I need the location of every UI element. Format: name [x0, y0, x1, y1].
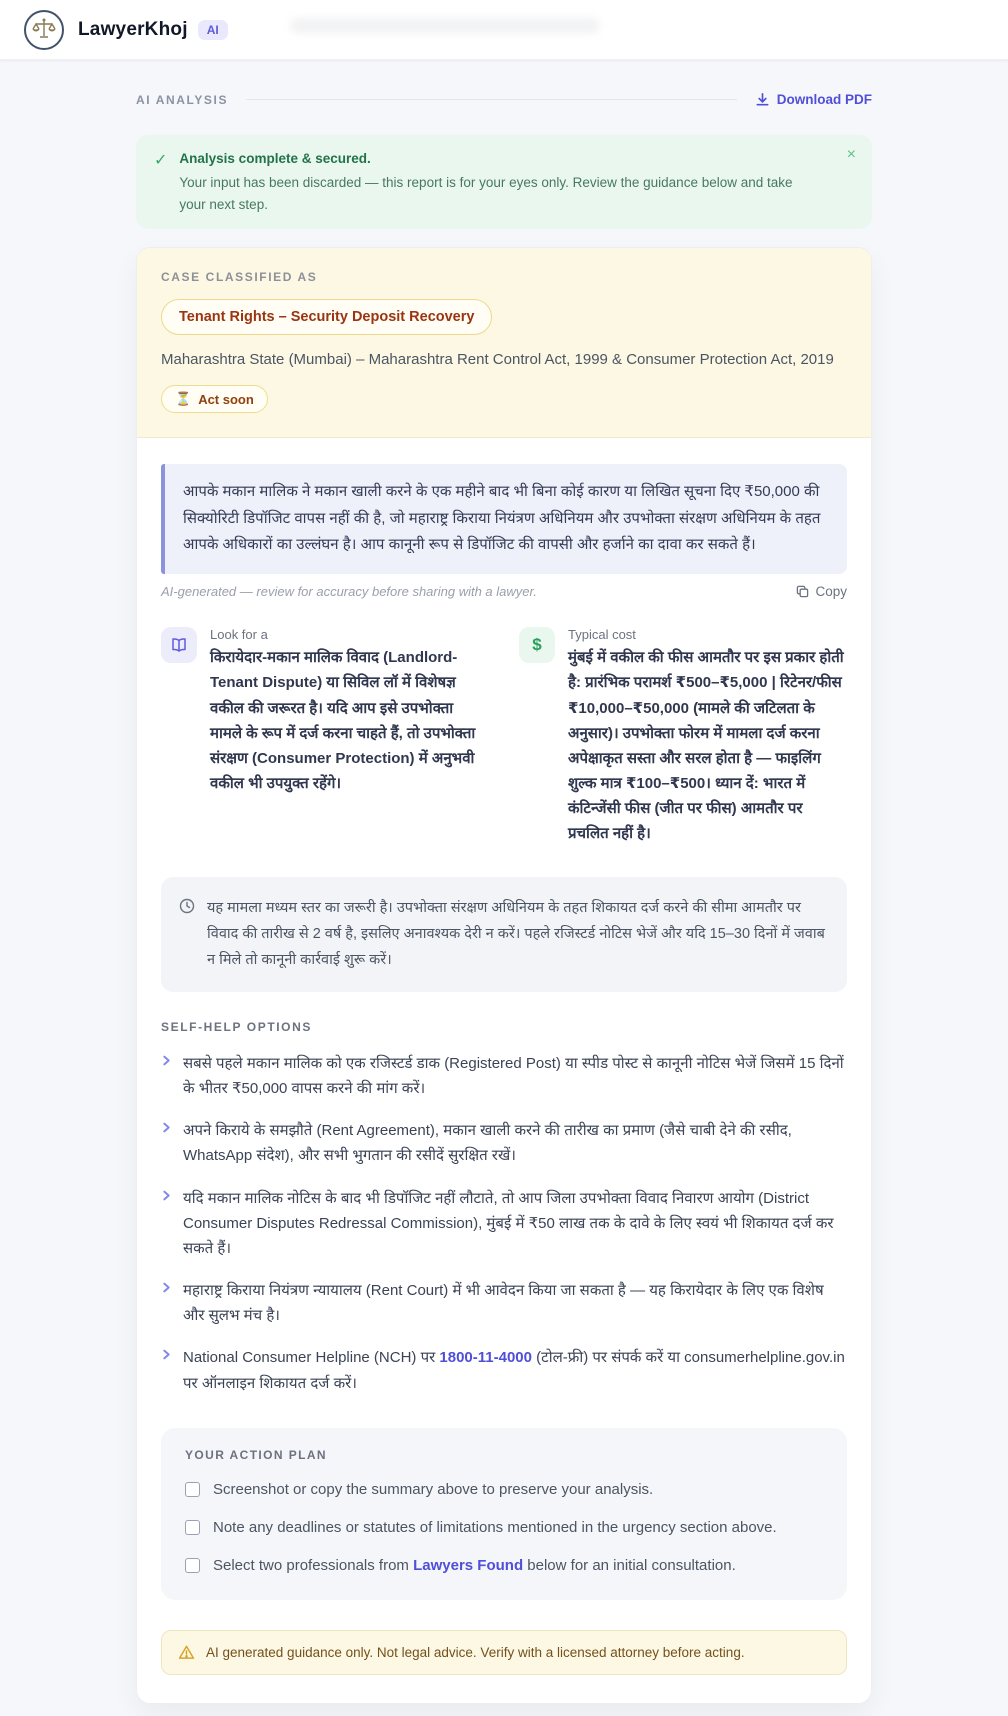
urgency-label: Act soon [198, 391, 254, 407]
action-plan-text: Screenshot or copy the summary above to preserve your analysis. [213, 1480, 654, 1498]
disclaimer-banner [161, 1630, 847, 1675]
helpline-number-link[interactable]: 1800-11-4000 [439, 1349, 532, 1367]
section-heading-row [136, 92, 872, 107]
content-column [136, 60, 872, 1716]
self-help-label: SELF-HELP OPTIONS [161, 1019, 312, 1034]
dollar-icon: $ [519, 627, 555, 663]
self-help-item-helpline [161, 1345, 847, 1395]
action-item-suffix: below for an initial consultation. [523, 1556, 736, 1574]
clock-icon [179, 898, 195, 914]
typical-cost-label: Typical cost [568, 627, 636, 643]
urgency-note [161, 877, 847, 992]
chevron-right-icon [161, 1122, 172, 1133]
self-help-item [161, 1118, 847, 1168]
disclaimer-text: AI generated guidance only. Not legal advice. Verify with a licensed attorney before acting. [206, 1644, 745, 1660]
action-plan-item [185, 1517, 823, 1538]
self-help-item [161, 1051, 847, 1101]
self-help-item [161, 1186, 847, 1262]
download-icon [755, 92, 770, 107]
helpline-suffix: (टोल-फ्री) पर संपर्क करें या consumerhelpline.gov.in पर ऑनलाइन शिकायत दर्ज करें। [183, 1349, 845, 1392]
check-icon: ✓ [154, 152, 168, 169]
case-jurisdiction: Maharashtra State (Mumbai) – Maharashtra Rent Control Act, 1999 & Consumer Protection Act, 2019 [161, 351, 834, 369]
action-checkbox[interactable] [185, 1482, 200, 1497]
alert-text-block [179, 149, 819, 215]
copy-icon [796, 585, 809, 598]
self-help-text: यदि मकान मालिक नोटिस के बाद भी डिपॉजिट नहीं लौटाते, तो आप जिला उपभोक्ता विवाद निवारण आयोग (District Consumer Disputes Redressal Commission), मुंबई में ₹50 लाख तक के दावे के लिए स्वयं भी शिकायत दर्ज कर सकते हैं। [183, 1189, 834, 1257]
cost-text-block [568, 627, 847, 847]
alert-body: Your input has been discarded — this report is for your eyes only. Review the guidance below and take your next step. [179, 174, 793, 212]
ai-summary: आपके मकान मालिक ने मकान खाली करने के एक महीने बाद भी बिना कोई कारण या लिखित सूचना दिए ₹50,000 की सिक्योरिटी डिपॉजिट वापस नहीं की है, जो महाराष्ट्र किराया नियंत्रण अधिनियम और उपभोक्ता संरक्षण अधिनियम के तहत आपके अधिकारों का उल्लंघन है। आप कानूनी रूप से डिपॉजिट की वापसी और हर्जाने का दावा कर सकते हैं। [161, 464, 847, 574]
brand-title: LawyerKhoj [78, 18, 188, 40]
book-icon [161, 627, 197, 663]
ai-badge: AI [198, 20, 228, 40]
divider-line [246, 99, 737, 100]
lawyerkhoj-logo [24, 10, 64, 50]
alert-title: Analysis complete & secured. [179, 151, 371, 166]
self-help-text: महाराष्ट्र किराया नियंत्रण न्यायालय (Rent Court) में भी आवेदन किया जा सकता है — यह किरायेदार के लिए एक विशेष और सुलभ मंच है। [183, 1282, 824, 1325]
look-for-text: किरायेदार-मकान मालिक विवाद (Landlord-Tenant Dispute) या सिविल लॉ में विशेषज्ञ वकील की जरूरत है। यदि आप इसे उपभोक्ता मामले के रूप में दर्ज करना चाहते हैं, तो उपभोक्ता संरक्षण (Consumer Protection) में अनुभवी वकील भी उपयुक्त रहेंगे। [210, 649, 476, 793]
action-checkbox[interactable] [185, 1520, 200, 1535]
header-blurred-text [290, 18, 600, 33]
chevron-right-icon [161, 1349, 172, 1360]
download-pdf-label: Download PDF [776, 92, 872, 107]
self-help-item [161, 1278, 847, 1328]
action-plan-item [185, 1555, 823, 1576]
action-plan-item [185, 1479, 823, 1500]
section-label: AI ANALYSIS [136, 92, 229, 107]
lawyers-found-link[interactable]: Lawyers Found [413, 1556, 524, 1574]
look-for-label: Look for a [210, 627, 268, 643]
ai-generated-caption: AI-generated — review for accuracy before sharing with a lawyer. [161, 584, 537, 600]
action-plan-card [161, 1428, 847, 1600]
chevron-right-icon [161, 1055, 172, 1066]
self-help-text: अपने किराये के समझौते (Rent Agreement), मकान खाली करने की तारीख का प्रमाण (जैसे चाबी देने की रसीद, WhatsApp संदेश), और सभी भुगतान की रसीदें सुरक्षित रखें। [183, 1122, 792, 1165]
download-pdf-button[interactable] [755, 92, 872, 107]
typical-cost-text: मुंबई में वकील की फीस आमतौर पर इस प्रकार होती है: प्रारंभिक परामर्श ₹500–₹5,000 | रिटेनर/फीस ₹10,000–₹50,000 (मामले की जटिलता के अनुसार)। उपभोक्ता फोरम में मामला दर्ज करना अपेक्षाकृत सस्ता और सरल होता है — फाइलिंग शुल्क मात्र ₹100–₹500। ध्यान दें: भारत में कंटिन्जेंसी फीस (जीत पर फीस) आमतौर पर प्रचलित नहीं है। [568, 649, 844, 843]
look-for-column [161, 627, 489, 847]
action-plan-text: Note any deadlines or statutes of limitations mentioned in the urgency section above. [213, 1518, 777, 1536]
action-checkbox[interactable] [185, 1558, 200, 1573]
card-body [137, 438, 871, 1703]
typical-cost-column [519, 627, 847, 847]
hourglass-icon: ⏳ [175, 391, 192, 407]
scales-of-justice-icon [29, 15, 59, 45]
case-classified-label: CASE CLASSIFIED AS [161, 270, 318, 285]
action-item-prefix: Select two professionals from [213, 1556, 414, 1574]
success-alert [136, 135, 872, 229]
copy-label: Copy [815, 584, 847, 600]
close-icon[interactable]: × [846, 146, 856, 163]
chevron-right-icon [161, 1190, 172, 1201]
urgency-note-text: यह मामला मध्यम स्तर का जरूरी है। उपभोक्ता संरक्षण अधिनियम के तहत शिकायत दर्ज करने की सीमा आमतौर पर विवाद की तारीख से 2 वर्ष है, इसलिए अनावश्यक देरी न करें। पहले रजिस्टर्ड नोटिस भेजें और यदि 15–30 दिनों में जवाब न मिले तो कानूनी कार्रवाई शुरू करें। [207, 899, 825, 969]
urgency-pill [161, 385, 268, 413]
app-header [0, 0, 1008, 60]
copy-button[interactable] [796, 584, 847, 599]
helpline-prefix: National Consumer Helpline (NCH) पर [183, 1349, 440, 1367]
self-help-text [183, 1345, 847, 1395]
warning-triangle-icon [178, 1644, 195, 1661]
case-classification-pill: Tenant Rights – Security Deposit Recovery [161, 299, 492, 335]
case-classification-section [137, 248, 871, 438]
look-for-text-block [210, 627, 489, 847]
analysis-card [136, 247, 872, 1704]
self-help-text: सबसे पहले मकान मालिक को एक रजिस्टर्ड डाक (Registered Post) या स्पीड पोस्ट से कानूनी नोटिस भेजें जिसमें 15 दिनों के भीतर ₹50,000 वापस करने की मांग करें। [183, 1054, 844, 1097]
action-plan-label: YOUR ACTION PLAN [185, 1447, 327, 1462]
guidance-columns [161, 627, 847, 847]
summary-caption-row [161, 584, 847, 599]
action-plan-text [213, 1555, 736, 1576]
chevron-right-icon [161, 1282, 172, 1293]
